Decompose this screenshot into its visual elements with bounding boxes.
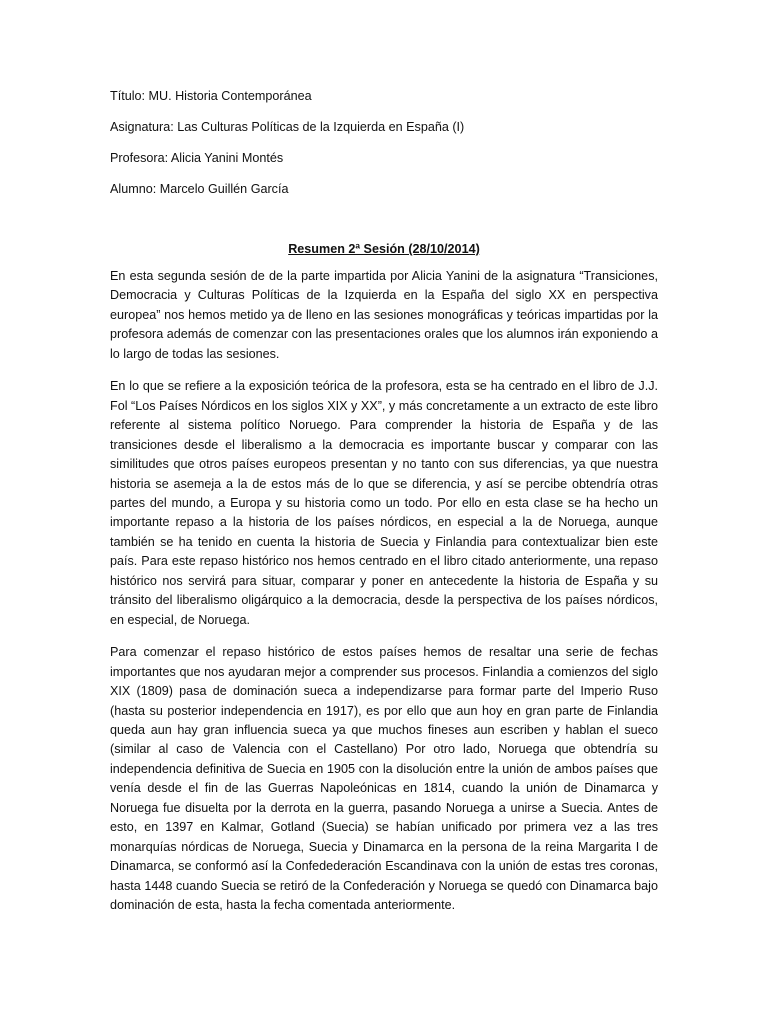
document-body xyxy=(110,267,658,929)
paragraph: En esta segunda sesión de de la parte impartida por Alicia Yanini de la asignatura “Transiciones, Democracia y Culturas Políticas de la Izquierda en la España del siglo XX en perspectiva europea” nos hemos metido ya de lleno en las sesiones monográficas y teóricas impartidas por la profesora además de comenzar con las presentaciones orales que los alumnos irán exponiendo a lo largo de todas las sesiones. xyxy=(110,269,658,361)
section-heading: Resumen 2ª Sesión (28/10/2014) xyxy=(288,242,480,256)
paragraph: Para comenzar el repaso histórico de estos países hemos de resaltar una serie de fechas importantes que nos ayudaran mejor a comprender sus procesos. Finlandia a comienzos del siglo XIX (1809) pasa de dominación sueca a independizarse para formar parte del Imperio Ruso (hasta su posterior independencia en 1917), es por ello que aun hoy en gran parte de Finlandia queda aun hay gran influencia sueca ya que muchos fineses aun escriben y hablan el sueco (similar al caso de Valencia con el Castellano) Por otro lado, Noruega que obtendría su independencia definitiva de Suecia en 1905 con la disolución entre la unión de ambos países que venía desde el fin de las Guerras Napoleónicas en 1814, cuando la unión de Dinamarca y Noruega fue disuelta por la derrota en la guerra, pasando Noruega a unirse a Suecia. Antes de esto, en 1397 en Kalmar, Gotland (Suecia) se habían unificado por primera vez a las tres monarquías nórdicas de Noruega, Suecia y Dinamarca en la persona de la reina Margarita I de Dinamarca, se conformó así la Confedederación Escandinava con la unión de estas tres coronas, hasta 1448 cuando Suecia se retiró de la Confederación y Noruega se quedó con Dinamarca bajo dominación de esta, hasta la fecha comentada anteriormente. xyxy=(110,645,658,913)
subject-line: Asignatura: Las Culturas Políticas de la Izquierda en España (I) xyxy=(110,120,465,134)
student-line: Alumno: Marcelo Guillén García xyxy=(110,182,289,196)
document-header xyxy=(110,86,670,210)
course-title-line: Título: MU. Historia Contemporánea xyxy=(110,89,312,103)
professor-line: Profesora: Alicia Yanini Montés xyxy=(110,151,284,165)
paragraph: En lo que se refiere a la exposición teórica de la profesora, esta se ha centrado en el libro de J.J. Fol “Los Países Nórdicos en los siglos XIX y XX”, y más concretamente a un extracto de este libro referente al sistema político Noruego. Para comprender la historia de España y de las transiciones desde el liberalismo a la democracia es importante buscar y comparar con las similitudes que otros países europeos presentan y no tanto con sus diferencias, ya que nuestra historia se asemeja a la de estos más de lo que se diferencia, y así se percibe obtendría otras partes del mundo, a Europa y su historia como un todo. Por ello en esta clase se ha hecho un importante repaso a la historia de los países nórdicos, en especial a la de Noruega, aunque también se ha tenido en cuenta la historia de Suecia y Finlandia para contextualizar bien este país. Para este repaso histórico nos hemos centrado en el libro citado anteriormente, una repaso histórico nos servirá para situar, comparar y poner en antecedente la historia de España y su tránsito del liberalismo oligárquico a la democracia, desde la perspectiva de los países nórdicos, en especial, de Noruega. xyxy=(110,379,658,627)
